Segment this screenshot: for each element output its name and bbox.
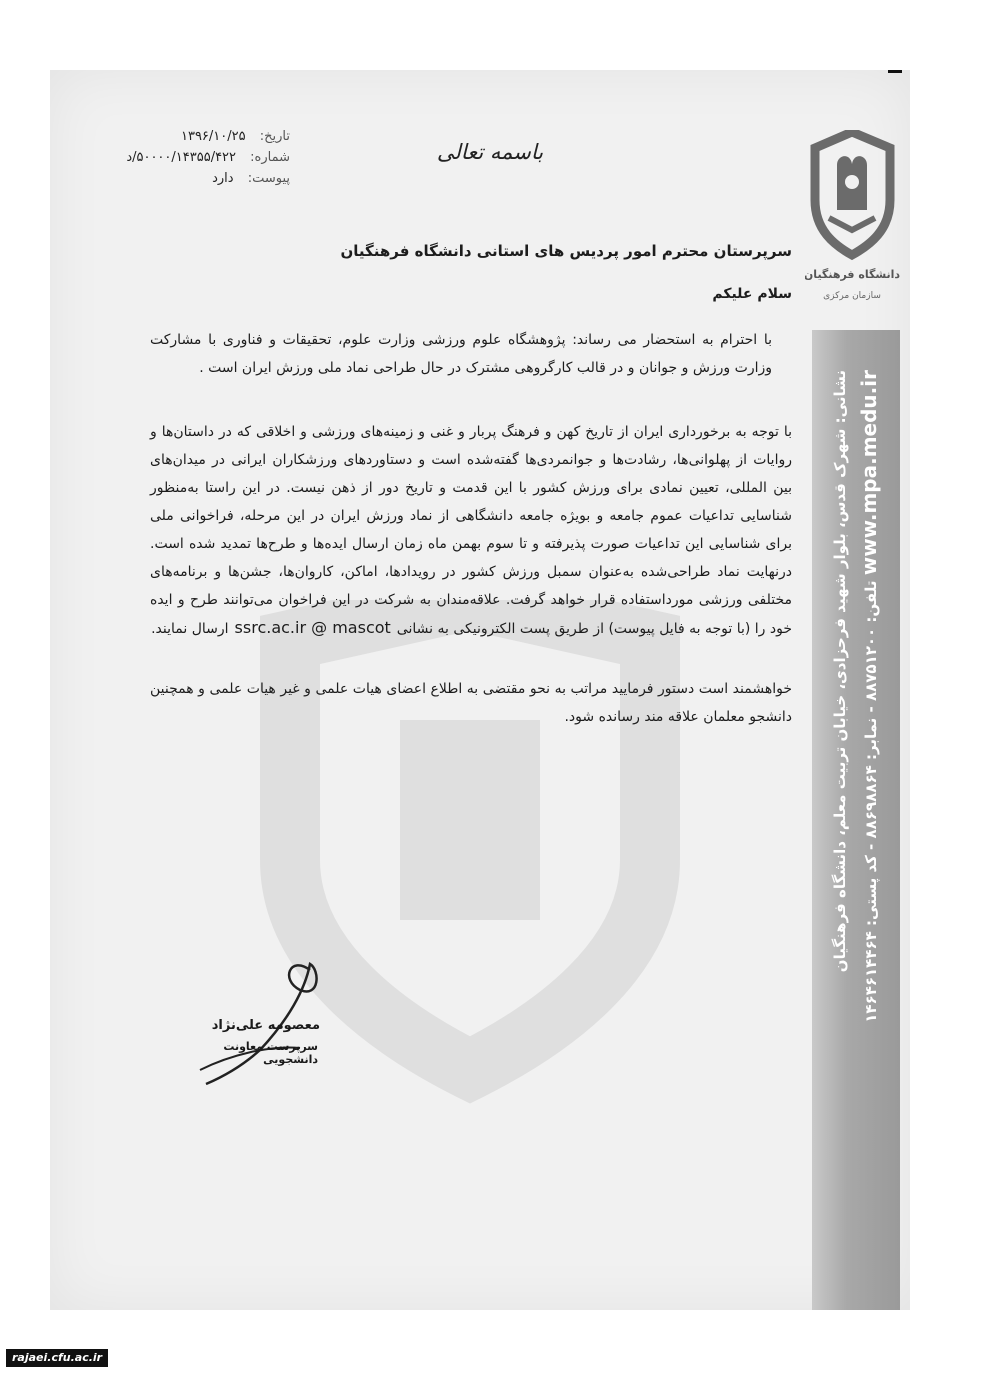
paragraph-main xyxy=(150,418,792,643)
signatory-name: معصومه علی‌نژاد xyxy=(211,1018,320,1033)
paragraph-request: خواهشمند است دستور فرمایید مراتب به نحو مقتضی به اطلاع اعضای هیات علمی و غیر هیات علمی و همچنین دانشجو معلمان علاقه مند رسانده شود. xyxy=(150,681,792,725)
letter-greeting: سلام علیکم xyxy=(712,286,792,302)
side-website[interactable]: www.mpa.medu.ir xyxy=(857,370,881,576)
attachment-value: دارد xyxy=(212,171,234,186)
paragraph-main-end: ارسال نمایند. xyxy=(151,621,229,637)
university-logo xyxy=(805,130,900,320)
paragraph-intro: با احترام به استحضار می رساند: پژوهشگاه علوم ورزشی وزارت علوم، تحقیقات و فناوری با مشارکت وزارت ورزش و جوانان و در قالب کارگروهی مشترک در حال طراحی نماد ملی ورزش ایران است . xyxy=(150,332,772,376)
corner-mark xyxy=(888,70,902,79)
attachment-row xyxy=(100,168,290,189)
date-value: ۱۳۹۶/۱۰/۲۵ xyxy=(180,129,246,144)
letter-salutation: سرپرستان محترم امور پردیس های استانی دانشگاه فرهنگیان xyxy=(340,242,792,260)
logo-subtitle: سازمان مرکزی xyxy=(823,291,881,301)
paragraph-main-text: با توجه به برخورداری ایران از تاریخ کهن و فرهنگ پربار و غنی و زمینه‌های ورزشی و اخلاقی که در داستان‌ها و روایات از پهلوانی‌ها، رشادت‌ها و جوانمردی‌ها گفته‌شده است و دستاوردهای ورزشکاران ایرانی در میدان‌های بین المللی، تعیین نمادی برای ورزش کشور با این قدمت و تاریخ دور از ذهن نیست. در این راستا به‌منظور شناسایی تداعیات عموم جامعه و بویژه جامعه دانشگاهی از نماد ورزش ایران در این مرحله، فراخوانی ملی برای شناسایی این تداعیات صورت پذیرفته و تا سوم بهمن ماه زمان ارسال ایده‌ها و طرح‌ها تمدید شده است. درنهایت نماد طراحی‌شده به‌عنوان سمبل ورزش کشور در رویدادها، اماکن، کاروان‌ها، جشن‌ها و برنامه‌های مختلفی ورزشی مورداستفاده قرار خواهد گرفت. علاقه‌مندان به شرکت در این فراخوان می‌توانند طرح و ایده خود را (با توجه به فایل پیوست) از طریق پست الکترونیکی به نشانی xyxy=(150,424,792,637)
logo-name: دانشگاه فرهنگیان xyxy=(805,268,900,281)
email-address[interactable]: ssrc.ac.ir @ mascot xyxy=(234,618,391,637)
number-label: شماره: xyxy=(250,150,290,165)
side-phone: تلفن: ۸۸۷۵۱۲۰۰ - نمابر: ۸۸۶۹۸۸۶۴ - کد پستی: ۱۴۶۴۶۱۴۴۶۴ xyxy=(862,580,880,1023)
number-row xyxy=(100,147,290,168)
letter-body xyxy=(150,236,792,731)
university-emblem-icon xyxy=(805,130,900,320)
side-address: نشانی: شهرک قدس، بلوار شهید فرحزادی، خیابان تربیت معلم، دانشگاه فرهنگیان xyxy=(831,370,849,973)
number-value: ۵۰۰۰۰/۱۴۳۵۵/۴۲۲/د xyxy=(126,150,237,165)
date-label: تاریخ: xyxy=(259,129,290,144)
letter-meta xyxy=(100,126,290,189)
site-watermark-tag: rajaei.cfu.ac.ir xyxy=(6,1349,108,1367)
side-contact-line xyxy=(857,370,881,1310)
date-row xyxy=(100,126,290,147)
side-contact-strip xyxy=(812,330,900,1310)
signatory-title: سرپرست معاونت دانشجویی xyxy=(223,1040,318,1066)
basmala: باسمه تعالی xyxy=(436,140,544,164)
side-contact-text xyxy=(812,330,900,1310)
attachment-label: پیوست: xyxy=(247,171,290,186)
